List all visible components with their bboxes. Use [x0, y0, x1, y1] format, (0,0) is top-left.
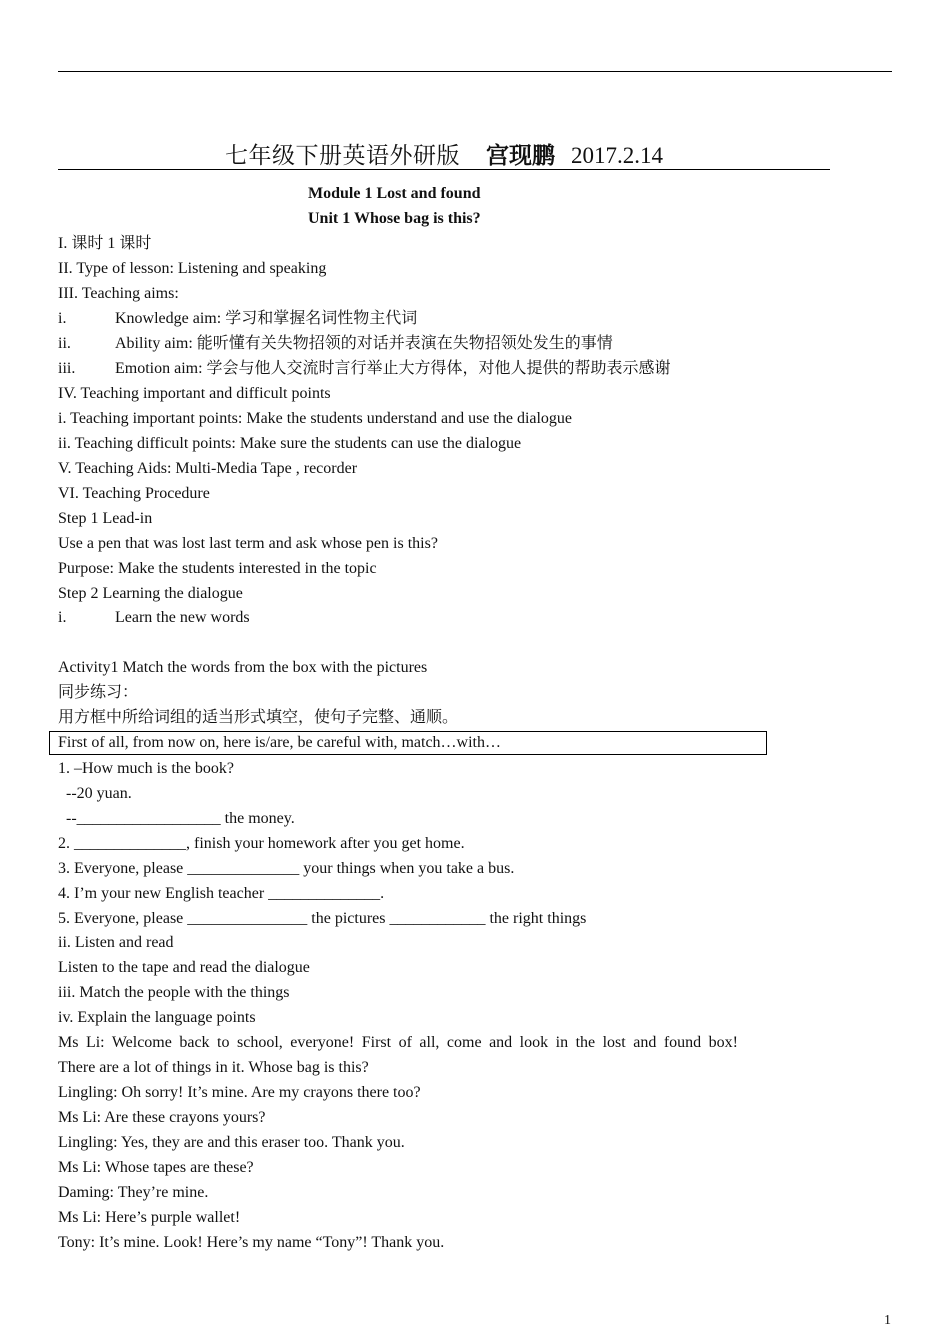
dialogue-line: Lingling: Yes, they are and this eraser too. Thank you. — [58, 1134, 405, 1151]
text-line: VI. Teaching Procedure — [58, 485, 210, 502]
text-line: Use a pen that was lost last term and ask whose pen is this? — [58, 535, 438, 552]
dialogue-line: Ms Li: Whose tapes are these? — [58, 1159, 254, 1176]
text-line: 用方框中所给词组的适当形式填空，使句子完整、通顺。 — [58, 709, 459, 726]
aim-number: ii. — [58, 335, 71, 352]
phrase-box-text: First of all, from now on, here is/are, be careful with, match…with… — [58, 734, 501, 751]
dialogue-line: Ms Li: Are these crayons yours? — [58, 1109, 266, 1126]
text-line: Activity1 Match the words from the box with the pictures — [58, 659, 428, 676]
text-line: V. Teaching Aids: Multi-Media Tape , recorder — [58, 460, 358, 477]
learn-item — [58, 608, 250, 628]
aim-item — [58, 309, 417, 329]
text-line: ii. Listen and read — [58, 934, 174, 951]
text-line: i. Teaching important points: Make the students understand and use the dialogue — [58, 410, 573, 427]
dialogue-line: Ms Li: Here’s purple wallet! — [58, 1209, 241, 1226]
aim-text: Emotion aim: 学会与他人交流时言行举止大方得体，对他人提供的帮助表示感谢 — [115, 360, 671, 377]
aim-number: i. — [58, 310, 67, 327]
header-author: 宫现鹏 — [486, 143, 555, 168]
exercise-line: --20 yuan. — [58, 785, 132, 802]
phrase-box — [49, 731, 767, 755]
exercise-line: 4. I’m your new English teacher ______________. — [58, 885, 385, 902]
aim-item — [58, 359, 671, 379]
header-date: 2017.2.14 — [571, 143, 663, 168]
dialogue-line: Daming: They’re mine. — [58, 1184, 209, 1201]
unit-title: Unit 1 Whose bag is this? — [308, 210, 481, 227]
exercise-line: 1. –How much is the book? — [58, 760, 234, 777]
text-line: Purpose: Make the students interested in the topic — [58, 560, 377, 577]
page-number: 1 — [884, 1313, 891, 1328]
dialogue-line: Tony: It’s mine. Look! Here’s my name “Tony”! Thank you. — [58, 1234, 445, 1251]
learn-number: i. — [58, 609, 67, 626]
text-line: Step 2 Learning the dialogue — [58, 585, 243, 602]
exercise-line: 2. ______________, finish your homework after you get home. — [58, 835, 465, 852]
text-line: III. Teaching aims: — [58, 285, 179, 302]
dialogue-line: There are a lot of things in it. Whose bag is this? — [58, 1059, 369, 1076]
text-line: Listen to the tape and read the dialogue — [58, 959, 310, 976]
text-line: 同步练习： — [58, 684, 139, 701]
exercise-line: --__________________ the money. — [58, 810, 295, 827]
text-line: I. 课时 1 课时 — [58, 235, 152, 252]
dialogue-line: Ms Li: Welcome back to school, everyone! First of all, come and look in the lost and found box! — [58, 1034, 738, 1051]
dialogue-line: Lingling: Oh sorry! It’s mine. Are my crayons there too? — [58, 1084, 421, 1101]
text-line: ii. Teaching difficult points: Make sure the students can use the dialogue — [58, 435, 522, 452]
module-title: Module 1 Lost and found — [308, 185, 481, 202]
document-header — [58, 142, 830, 170]
text-line: II. Type of lesson: Listening and speaking — [58, 260, 327, 277]
aim-text: Knowledge aim: 学习和掌握名词性物主代词 — [115, 310, 418, 327]
text-line: IV. Teaching important and difficult points — [58, 385, 331, 402]
exercise-line: 3. Everyone, please ______________ your things when you take a bus. — [58, 860, 515, 877]
header-course: 七年级下册英语外研版 — [225, 143, 460, 168]
text-line: iii. Match the people with the things — [58, 984, 290, 1001]
aim-number: iii. — [58, 360, 76, 377]
learn-text: Learn the new words — [115, 609, 250, 626]
aim-text: Ability aim: 能听懂有关失物招领的对话并表演在失物招领处发生的事情 — [115, 335, 613, 352]
top-rule — [58, 71, 892, 72]
exercise-line: 5. Everyone, please _______________ the pictures ____________ the right things — [58, 910, 587, 927]
aim-item — [58, 334, 613, 354]
text-line: Step 1 Lead-in — [58, 510, 153, 527]
text-line: iv. Explain the language points — [58, 1009, 256, 1026]
